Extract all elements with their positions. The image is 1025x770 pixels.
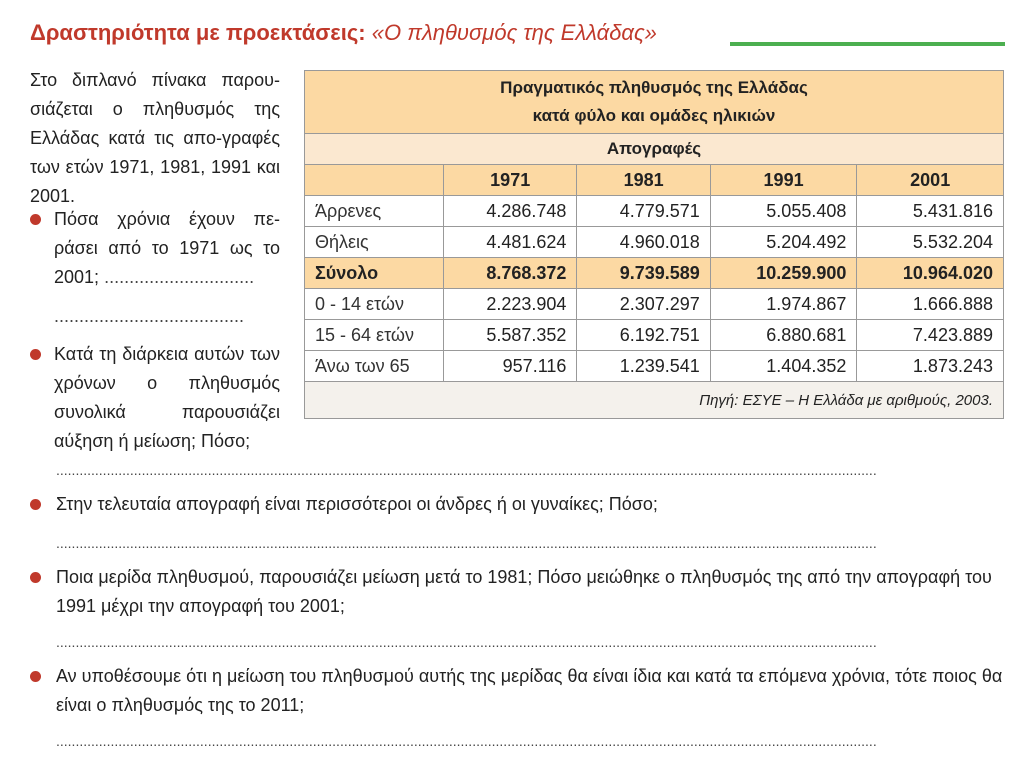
question-5-text: Αν υποθέσουμε ότι η μείωση του πληθυσμού αυτής της μερίδας θα είναι ίδια και κατά τα επόμενα χρόνια, τότε ποιος θα είναι ο πληθυσμός της το 2011;	[56, 666, 1003, 715]
question-2	[30, 340, 280, 456]
year-2001: 2001	[857, 165, 1004, 196]
table-row: Άρρενες 4.286.748 4.779.571 5.055.408 5.431.816	[305, 196, 1004, 227]
census-header: Απογραφές	[305, 134, 1004, 165]
answer-dots[interactable]: ...................................................................................................................................................................................................................	[56, 733, 877, 749]
title-rule	[730, 42, 1005, 46]
question-2-text: Κατά τη διάρκεια αυτών των χρόνων ο πληθυσμός συνολικά παρουσιάζει αύξηση ή μείωση; Πόσο;	[54, 344, 280, 451]
population-table	[304, 70, 1004, 419]
question-1-text: Πόσα χρόνια έχουν πε-ράσει από το 1971 ως το 2001;	[54, 209, 280, 287]
table-title: Πραγματικός πληθυσμός της Ελλάδας κατά φύλο και ομάδες ηλικιών	[305, 71, 1004, 134]
title-bold: Δραστηριότητα με προεκτάσεις:	[30, 20, 366, 45]
year-1991: 1991	[710, 165, 857, 196]
question-3-text: Στην τελευταία απογραφή είναι περισσότεροι οι άνδρες ή οι γυναίκες; Πόσο;	[56, 494, 658, 514]
question-1	[30, 205, 280, 331]
question-5	[30, 662, 1005, 720]
table-row-total: Σύνολο 8.768.372 9.739.589 10.259.900 10.964.020	[305, 258, 1004, 289]
title-italic: «Ο πληθυσμός της Ελλάδας»	[371, 20, 657, 45]
table-row: Άνω των 65 957.116 1.239.541 1.404.352 1.873.243	[305, 351, 1004, 382]
page-title	[30, 20, 657, 46]
year-1971: 1971	[444, 165, 577, 196]
table-source: Πηγή: ΕΣΥΕ – Η Ελλάδα με αριθμούς, 2003.	[305, 382, 1004, 419]
table-row: 15 - 64 ετών 5.587.352 6.192.751 6.880.681 7.423.889	[305, 320, 1004, 351]
question-4-text: Ποια μερίδα πληθυσμού, παρουσιάζει μείωση μετά το 1981; Πόσο μειώθηκε ο πληθυσμός της από την απογραφή του 1991 μέχρι την απογραφή του 2001;	[56, 567, 992, 616]
year-header-row	[305, 165, 1004, 196]
bullet-icon	[30, 671, 41, 682]
bullet-icon	[30, 499, 41, 510]
intro-text: Στο διπλανό πίνακα παρου-σιάζεται ο πληθυσμός της Ελλάδας κατά τις απο-γραφές των ετών 1971, 1981, 1991 και 2001.	[30, 70, 280, 206]
bullet-icon	[30, 349, 41, 360]
answer-dots[interactable]: ..............................	[104, 267, 255, 287]
table-row: 0 - 14 ετών 2.223.904 2.307.297 1.974.867 1.666.888	[305, 289, 1004, 320]
answer-dots[interactable]: ...................................................................................................................................................................................................................	[56, 462, 877, 478]
bullet-icon	[30, 214, 41, 225]
answer-dots[interactable]: ...................................................................................................................................................................................................................	[56, 634, 877, 650]
answer-dots[interactable]: ...................................................................................................................................................................................................................	[56, 535, 877, 551]
year-1981: 1981	[577, 165, 710, 196]
bullet-icon	[30, 572, 41, 583]
answer-dots[interactable]: ......................................	[54, 306, 245, 326]
question-4	[30, 563, 1005, 621]
question-3	[30, 490, 1005, 519]
table-row: Θήλεις 4.481.624 4.960.018 5.204.492 5.532.204	[305, 227, 1004, 258]
